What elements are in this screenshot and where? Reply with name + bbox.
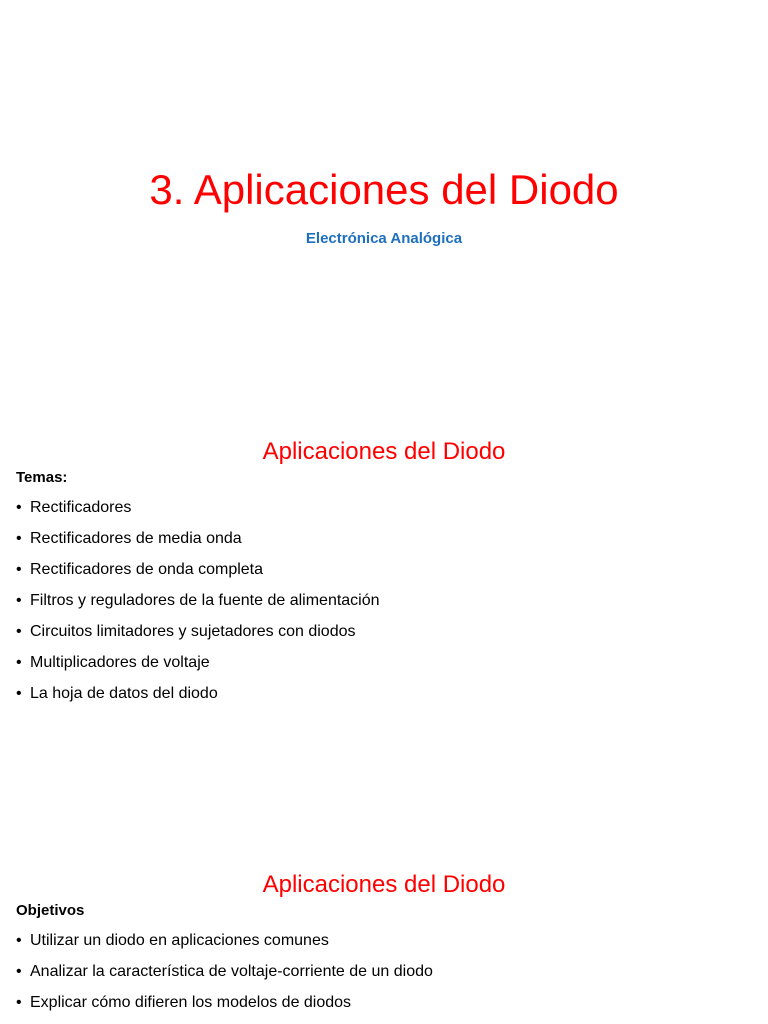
list-item: [16, 591, 736, 611]
list-item: [16, 931, 736, 951]
section-label: Objetivos: [16, 902, 85, 919]
topics-list: [16, 498, 736, 715]
list-item: [16, 529, 736, 549]
bullet-icon: •: [16, 994, 22, 1011]
slide-objetivos: [0, 845, 768, 1024]
list-item: [16, 684, 736, 704]
slide-title: [0, 0, 768, 388]
bullet-icon: •: [16, 561, 22, 578]
slide-temas: [0, 412, 768, 822]
list-item-text: La hoja de datos del diodo: [30, 685, 218, 702]
list-item-text: Explicar cómo difieren los modelos de diodos: [30, 994, 352, 1011]
list-item-text: Filtros y reguladores de la fuente de alimentación: [30, 592, 380, 609]
list-item-text: Circuitos limitadores y sujetadores con diodos: [30, 623, 356, 640]
list-item: [16, 498, 736, 518]
list-item-text: Multiplicadores de voltaje: [30, 654, 210, 671]
bullet-icon: •: [16, 685, 22, 702]
bullet-icon: •: [16, 499, 22, 516]
list-item: [16, 993, 736, 1013]
bullet-icon: •: [16, 592, 22, 609]
section-label: Temas:: [16, 469, 68, 486]
bullet-icon: •: [16, 963, 22, 980]
objectives-list: [16, 931, 736, 1024]
bullet-icon: •: [16, 932, 22, 949]
main-title: 3. Aplicaciones del Diodo: [149, 166, 619, 213]
list-item-text: Rectificadores de onda completa: [30, 561, 264, 578]
bullet-icon: •: [16, 654, 22, 671]
list-item: [16, 653, 736, 673]
list-item: [16, 560, 736, 580]
list-item: [16, 622, 736, 642]
list-item: [16, 962, 736, 982]
section-title: Aplicaciones del Diodo: [262, 438, 506, 465]
list-item-text: Utilizar un diodo en aplicaciones comunes: [30, 932, 329, 949]
list-item-text: Rectificadores: [30, 499, 132, 516]
subtitle: Electrónica Analógica: [305, 230, 463, 247]
bullet-icon: •: [16, 530, 22, 547]
list-item-text: Analizar la característica de voltaje-corriente de un diodo: [30, 963, 433, 980]
section-title: Aplicaciones del Diodo: [262, 871, 506, 898]
list-item-text: Rectificadores de media onda: [30, 530, 242, 547]
bullet-icon: •: [16, 623, 22, 640]
